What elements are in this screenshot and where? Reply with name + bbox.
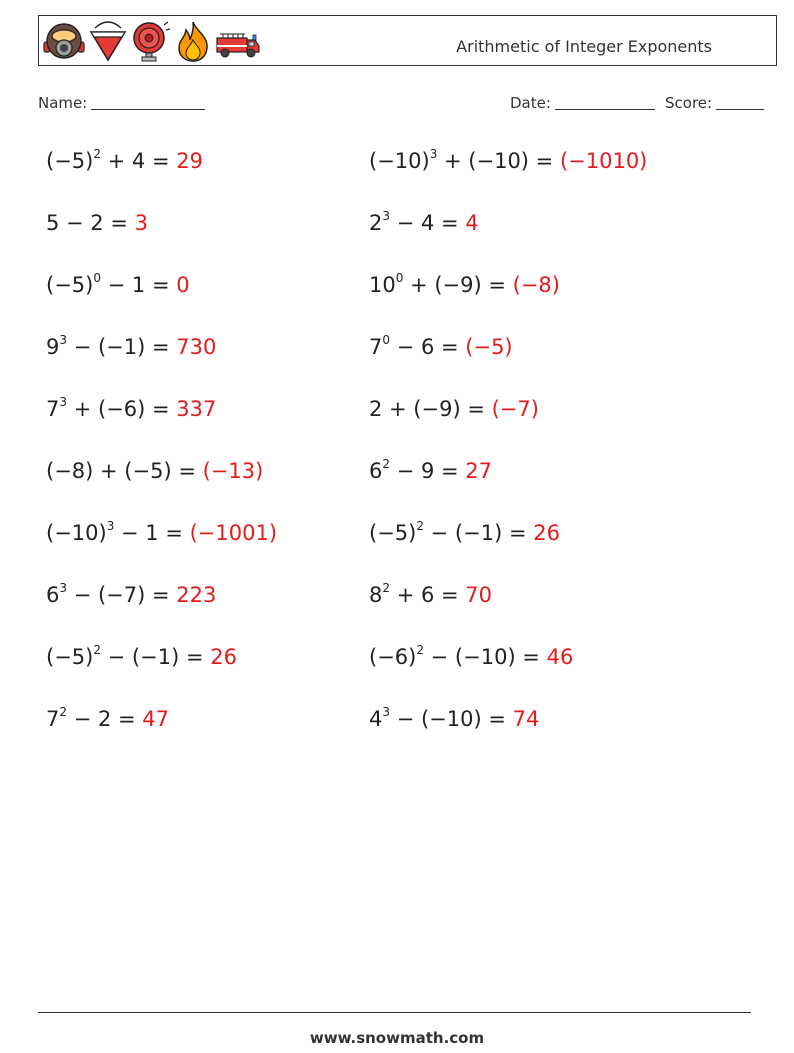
problem-base: (−6) <box>369 645 417 669</box>
problem-expression: = <box>103 211 135 235</box>
problem-exponent: 3 <box>382 705 391 719</box>
problem-base: (−8) + (−5) <box>46 459 172 483</box>
problem-base: 10 <box>369 273 396 297</box>
problem-6 <box>369 273 560 297</box>
problem-answer: 3 <box>134 211 148 235</box>
problem-20 <box>369 707 539 731</box>
problem-1 <box>46 149 203 173</box>
footer-divider <box>38 1012 751 1013</box>
problem-9 <box>46 397 216 421</box>
problem-answer: 46 <box>546 645 574 669</box>
problem-exponent: 3 <box>59 333 68 347</box>
worksheet-title: Arithmetic of Integer Exponents <box>456 37 712 56</box>
problem-exponent: 3 <box>106 519 115 533</box>
gas-mask-icon <box>43 20 85 62</box>
problem-15 <box>46 583 216 607</box>
problem-expression: − 9 = <box>390 459 466 483</box>
problem-base: (−5) <box>46 273 94 297</box>
problem-answer: (−5) <box>465 335 513 359</box>
date-field <box>510 94 655 112</box>
problem-expression: − (−10) = <box>423 645 547 669</box>
problem-answer: 70 <box>465 583 493 607</box>
problem-base: (−10) <box>369 149 430 173</box>
problem-base: 4 <box>369 707 383 731</box>
problem-exponent: 2 <box>416 643 424 657</box>
problem-expression: − 1 = <box>100 273 177 297</box>
problem-answer: 0 <box>176 273 190 297</box>
problem-answer: (−1001) <box>189 521 278 545</box>
problem-base: 7 <box>46 397 60 421</box>
problem-4 <box>369 211 479 235</box>
problem-expression: − (−1) = <box>100 645 211 669</box>
problem-exponent: 0 <box>93 271 101 285</box>
problem-5 <box>46 273 190 297</box>
problem-exponent: 2 <box>93 147 101 161</box>
problem-base: 7 <box>46 707 60 731</box>
problem-expression: + (−6) = <box>67 397 177 421</box>
problem-base: 7 <box>369 335 383 359</box>
name-field <box>38 94 205 112</box>
problem-7 <box>46 335 216 359</box>
fire-alarm-icon <box>131 20 171 62</box>
problem-expression: = <box>171 459 203 483</box>
problem-answer: (−7) <box>491 397 539 421</box>
problem-base: 6 <box>46 583 60 607</box>
problem-answer: 223 <box>176 583 217 607</box>
problem-expression: + (−10) = <box>437 149 560 173</box>
problem-answer: 337 <box>176 397 217 421</box>
problem-expression: − 2 = <box>67 707 143 731</box>
problem-exponent: 3 <box>59 581 68 595</box>
date-blank[interactable] <box>555 95 655 110</box>
problem-16 <box>369 583 492 607</box>
problem-19 <box>46 707 169 731</box>
problem-exponent: 0 <box>382 333 391 347</box>
problem-answer: 47 <box>142 707 170 731</box>
problem-10 <box>369 397 539 421</box>
problem-base: 6 <box>369 459 383 483</box>
problem-base: (−5) <box>369 521 417 545</box>
problem-expression: = <box>460 397 492 421</box>
problem-14 <box>369 521 560 545</box>
problem-base: (−5) <box>46 149 94 173</box>
problem-17 <box>46 645 237 669</box>
problem-exponent: 3 <box>382 209 391 223</box>
problem-exponent: 2 <box>93 643 101 657</box>
problem-exponent: 2 <box>382 457 391 471</box>
fire-bucket-icon <box>89 20 127 62</box>
problem-expression: + 4 = <box>100 149 177 173</box>
problem-exponent: 2 <box>59 705 68 719</box>
name-blank[interactable] <box>91 95 205 110</box>
problem-expression: + 6 = <box>390 583 466 607</box>
problem-answer: 29 <box>176 149 203 173</box>
problem-3 <box>46 211 148 235</box>
problem-8 <box>369 335 513 359</box>
problem-answer: (−1010) <box>559 149 648 173</box>
problem-base: (−5) <box>46 645 94 669</box>
problem-answer: (−13) <box>202 459 264 483</box>
problem-answer: 730 <box>176 335 217 359</box>
problem-2 <box>369 149 647 173</box>
problem-answer: 27 <box>465 459 493 483</box>
problem-base: (−10) <box>46 521 107 545</box>
problem-base: 8 <box>369 583 383 607</box>
problem-exponent: 3 <box>429 147 438 161</box>
score-field <box>665 94 764 112</box>
problem-expression: − 1 = <box>114 521 190 545</box>
problem-answer: 26 <box>210 645 237 669</box>
problem-base: 9 <box>46 335 60 359</box>
problem-base: 5 − 2 <box>46 211 104 235</box>
date-label: Date: <box>510 94 551 112</box>
problem-12 <box>369 459 492 483</box>
problem-exponent: 2 <box>416 519 424 533</box>
problem-base: 2 + (−9) <box>369 397 461 421</box>
problem-exponent: 0 <box>395 271 404 285</box>
name-label: Name: <box>38 94 88 112</box>
score-blank[interactable] <box>716 95 764 110</box>
flame-icon <box>175 20 211 62</box>
problem-expression: − (−1) = <box>423 521 534 545</box>
problem-answer: 74 <box>512 707 540 731</box>
problem-exponent: 2 <box>382 581 391 595</box>
problem-expression: − 4 = <box>390 211 466 235</box>
problem-11 <box>46 459 263 483</box>
header-icons <box>43 19 261 63</box>
worksheet-header <box>38 15 777 66</box>
score-label: Score: <box>665 94 713 112</box>
fire-truck-icon <box>215 20 261 62</box>
problem-expression: − (−1) = <box>67 335 177 359</box>
problem-expression: − (−10) = <box>390 707 513 731</box>
problem-expression: − 6 = <box>390 335 466 359</box>
problem-answer: 4 <box>465 211 479 235</box>
problem-18 <box>369 645 573 669</box>
footer-url: www.snowmath.com <box>309 1029 485 1047</box>
problem-answer: (−8) <box>512 273 560 297</box>
problem-13 <box>46 521 277 545</box>
problem-expression: − (−7) = <box>67 583 177 607</box>
problem-expression: + (−9) = <box>403 273 513 297</box>
problem-base: 2 <box>369 211 383 235</box>
problem-exponent: 3 <box>59 395 68 409</box>
problem-answer: 26 <box>533 521 560 545</box>
